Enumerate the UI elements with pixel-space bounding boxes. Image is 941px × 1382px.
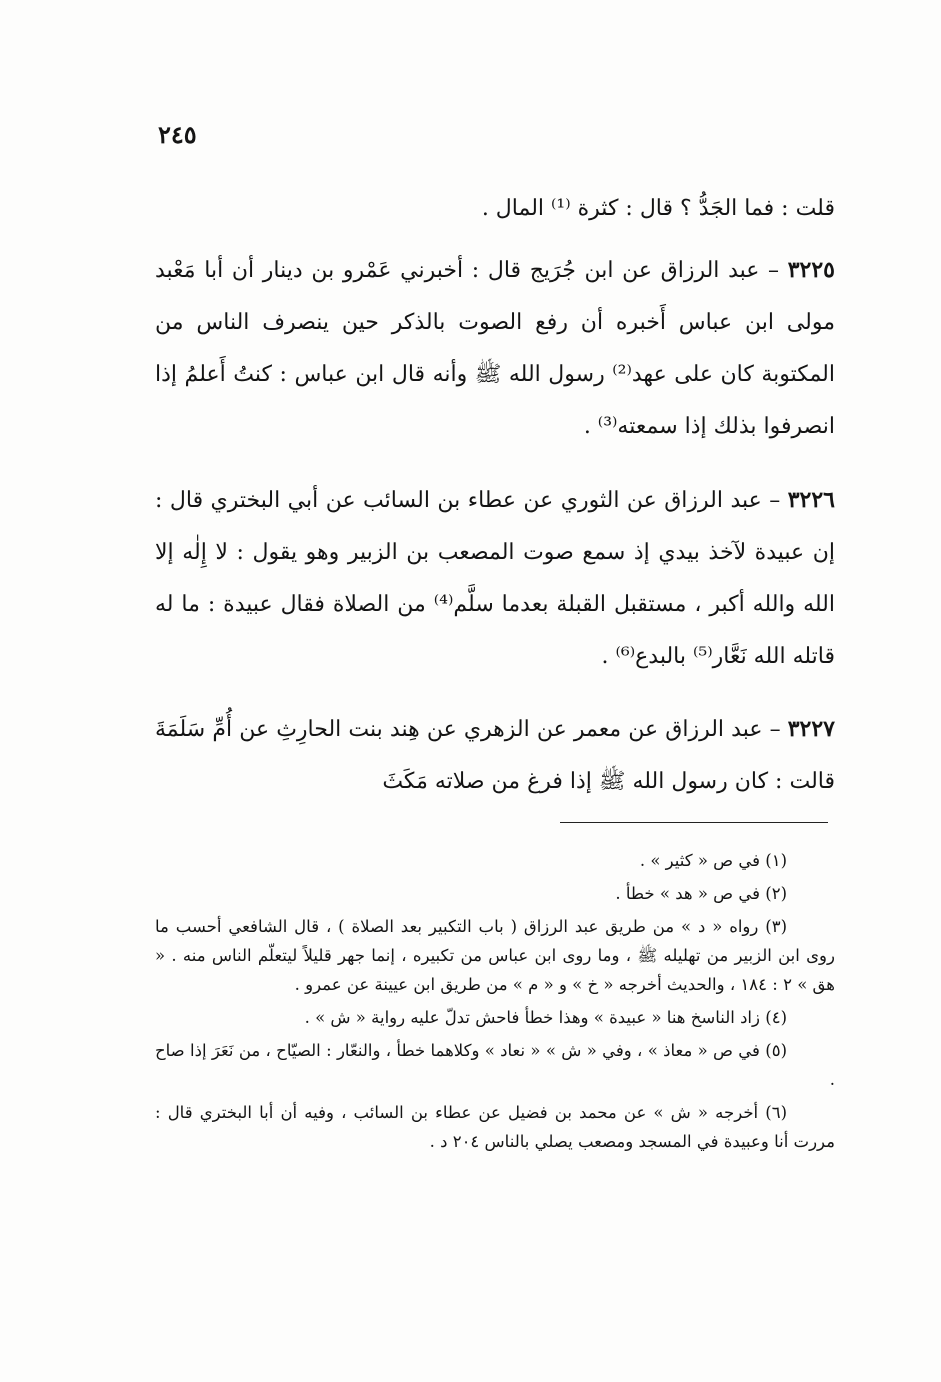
hadith-number: ٣٢٢٥: [787, 257, 835, 283]
footnote-text: زاد الناسخ هنا « عبيدة » وهذا خطأ فاحش تدلّ عليه رواية « ش » .: [304, 1008, 760, 1027]
intro-line: قلت : فما الجَدُّ ؟ قال : كثرة ⁽¹⁾ المال .: [481, 196, 835, 221]
footnote: [155, 879, 835, 908]
hadith-text: – عبد الرزاق عن معمر عن الزهري عن هِند بنت الحارِثِ عن أُمِّ سَلَمَةَ قالت : كان رسول الله ﷺ إذا فرغ من صلاته مَكَثَ: [155, 717, 835, 794]
footnote-text: في ص « كثير » .: [639, 851, 760, 870]
footnote-text: رواه « د » من طريق عبد الرزاق ( باب التكبير بعد الصلاة ) ، قال الشافعي أحسب ما روى ابن الزبير من تهليله ﷺ ، وما روى ابن عباس من تكبيره ، إنما جهر قليلاً ليتعلّم الناس منه . « هق » ٢ : ١٨٤ ، والحديث أخرجه « خ » و « م » من طريق ابن عيينة عن عمرو .: [155, 917, 835, 994]
footnote-text: في ص « هد » خطأ .: [615, 884, 760, 903]
footnotes: [155, 846, 835, 1160]
footnote-number: (٤): [765, 1008, 787, 1027]
hadith-number: ٣٢٢٧: [787, 716, 835, 742]
hadith-3225: [155, 244, 835, 453]
footnote: [155, 846, 835, 875]
footnote-number: (١): [765, 851, 787, 870]
footnote: [155, 912, 835, 999]
footnote-text: في ص « معاذ » ، وفي « ش » « نعاد » وكلاهما خطأ ، والنعّار : الصيّاح ، من نَعَرَ إذا صاح .: [155, 1041, 835, 1089]
footnote-number: (٦): [765, 1103, 787, 1122]
intro-paragraph: [155, 183, 835, 235]
footnote-number: (٣): [765, 917, 787, 936]
hadith-3227: [155, 703, 835, 808]
footnote-number: (٥): [765, 1041, 787, 1060]
hadith-number: ٣٢٢٦: [787, 487, 835, 513]
footnote-text: أخرجه « ش » عن محمد بن فضيل عن عطاء بن السائب ، وفيه أن أبا البختري قال : مررت أنا وعبيدة في المسجد ومصعب يصلي بالناس ٢٠٤ د .: [155, 1103, 835, 1151]
page-number: ٢٤٥: [158, 120, 197, 149]
hadith-3226: [155, 474, 835, 683]
footnote-divider: [560, 822, 828, 823]
footnote: [155, 1003, 835, 1032]
hadith-text: – عبد الرزاق عن ابن جُرَيج قال : أخبرني عَمْرو بن دينار أن أبا مَعْبد مولى ابن عباس أَخبره أن رفع الصوت بالذكر حين ينصرف الناس من المكتوبة كان على عهد⁽²⁾ رسول الله ﷺ وأنه قال ابن عباس : كنتُ أَعلمُ إذا انصرفوا بذلك إذا سمعته⁽³⁾ .: [155, 258, 835, 439]
footnote-number: (٢): [765, 884, 787, 903]
footnote: [155, 1098, 835, 1156]
hadith-text: – عبد الرزاق عن الثوري عن عطاء بن السائب عن أبي البختري قال : إن عبيدة لآخذ بيدي إذ سمع صوت المصعب بن الزبير وهو يقول : لا إِلٰه إلا الله والله أكبر ، مستقبل القبلة بعدما سلَّم⁽⁴⁾ من الصلاة فقال عبيدة : ما له قاتله الله نَعَّار⁽⁵⁾ بالبدع⁽⁶⁾ .: [155, 488, 835, 669]
footnote: [155, 1036, 835, 1094]
